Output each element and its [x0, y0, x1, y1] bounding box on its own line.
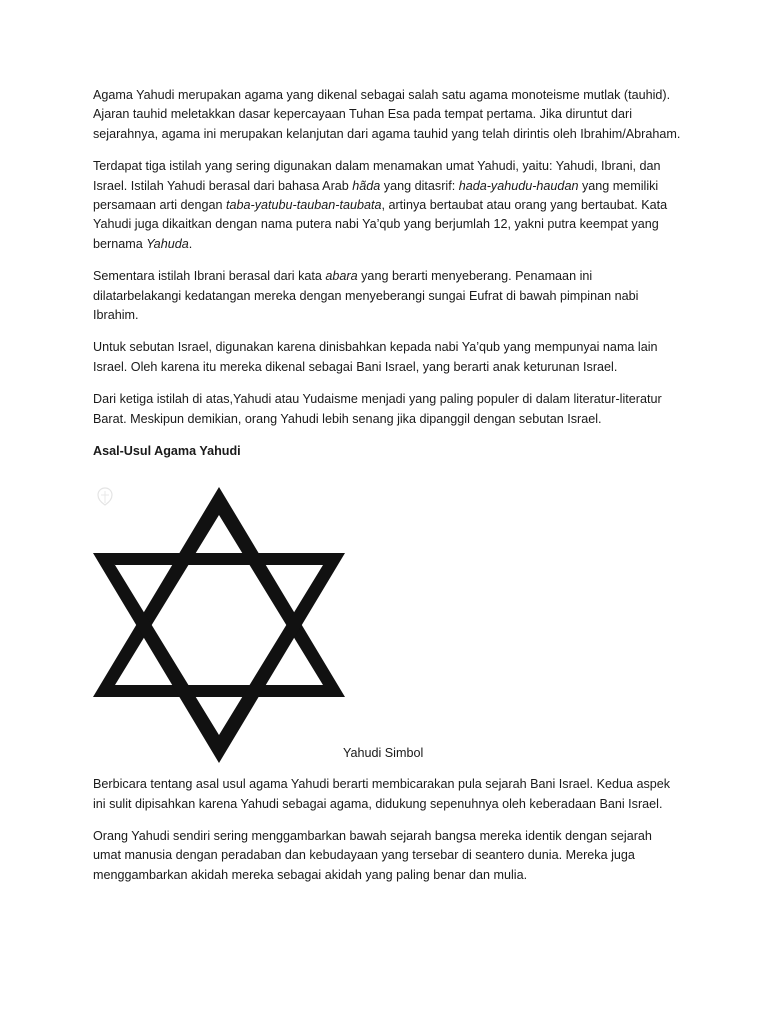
star-of-david-icon [93, 487, 345, 763]
section-heading: Asal-Usul Agama Yahudi [93, 444, 241, 459]
paragraph-3 [93, 267, 683, 325]
paragraph-7: Orang Yahudi sendiri sering menggambarkan bawah sejarah bangsa mereka identik dengan sejarah umat manusia dengan peradaban dan kebudayaan yang tersebar di seantero dunia. Mereka juga menggambarkan akidah mereka sebagai akidah yang paling benar dan mulia. [93, 828, 652, 882]
figure-caption: Yahudi Simbol [343, 746, 424, 761]
paragraph-2-text-g: , artinya bertaubat atau orang yang bertaubat. Kata Yahudi juga dikaitkan dengan nama putera nabi Ya’qub yang berjumlah 12, yakni putra keempat yang bernama [93, 198, 668, 251]
paragraph-2-text-a: Terdapat tiga istilah yang sering digunakan dalam menamakan umat Yahudi, yaitu: Yahudi, Ibrani, dan Israel. Istilah Yahudi berasal dari bahasa Arab [93, 159, 661, 193]
document-body [93, 86, 683, 898]
paragraph-6: Berbicara tentang asal usul agama Yahudi berarti membicarakan pula sejarah Bani Israel. Kedua aspek ini sulit dipisahkan karena Yahudi sebagai agama, didukung sepenuhnya oleh keberadaan Bani Israel. [93, 777, 671, 811]
paragraph-2-text-e: yang memiliki persamaan arti dengan [93, 178, 659, 213]
paragraph-1: Agama Yahudi merupakan agama yang dikenal sebagai salah satu agama monoteisme mutlak (tauhid). Ajaran tauhid meletakkan dasar kepercayaan Tuhan Esa pada tempat pertama. Jika diruntut dari sejarahnya, agama ini merupakan kelanjutan dari agama tauhid yang telah dirintis oleh Ibrahim/Abraham. [93, 88, 681, 141]
paragraph-2-text-c: yang ditasrif: [380, 178, 459, 193]
paragraph-2-term-hada: hãda [352, 178, 381, 193]
star-figure [93, 467, 683, 767]
paragraph-2-term-hada-yahudu: hada-yahudu-haudan [458, 178, 579, 193]
paragraph-2-text-i: . [188, 236, 193, 251]
paragraph-2-term-taba: taba-yatubu-tauban-taubata [226, 198, 382, 213]
paragraph-5: Dari ketiga istilah di atas,Yahudi atau Yudaisme menjadi yang paling populer di dalam literatur-literatur Barat. Meskipun demikian, orang Yahudi lebih senang jika dipanggil dengan sebutan Israel. [93, 392, 662, 426]
paragraph-3-text-a: Sementara istilah Ibrani berasal dari kata [93, 269, 326, 284]
paragraph-4: Untuk sebutan Israel, digunakan karena dinisbahkan kepada nabi Ya’qub yang mempunyai nama lain Israel. Oleh karena itu mereka dikenal sebagai Bani Israel, yang berarti anak keturunan Israel. [93, 340, 658, 374]
paragraph-2 [93, 157, 683, 254]
paragraph-2-term-yahuda: Yahuda [146, 236, 189, 251]
paragraph-3-text-c: yang berarti menyeberang. Penamaan ini dilatarbelakangi kedatangan mereka dengan menyeberangi sungai Eufrat di bawah pimpinan nabi Ibrahim. [93, 269, 639, 323]
paragraph-3-term-abara: abara [325, 269, 358, 284]
